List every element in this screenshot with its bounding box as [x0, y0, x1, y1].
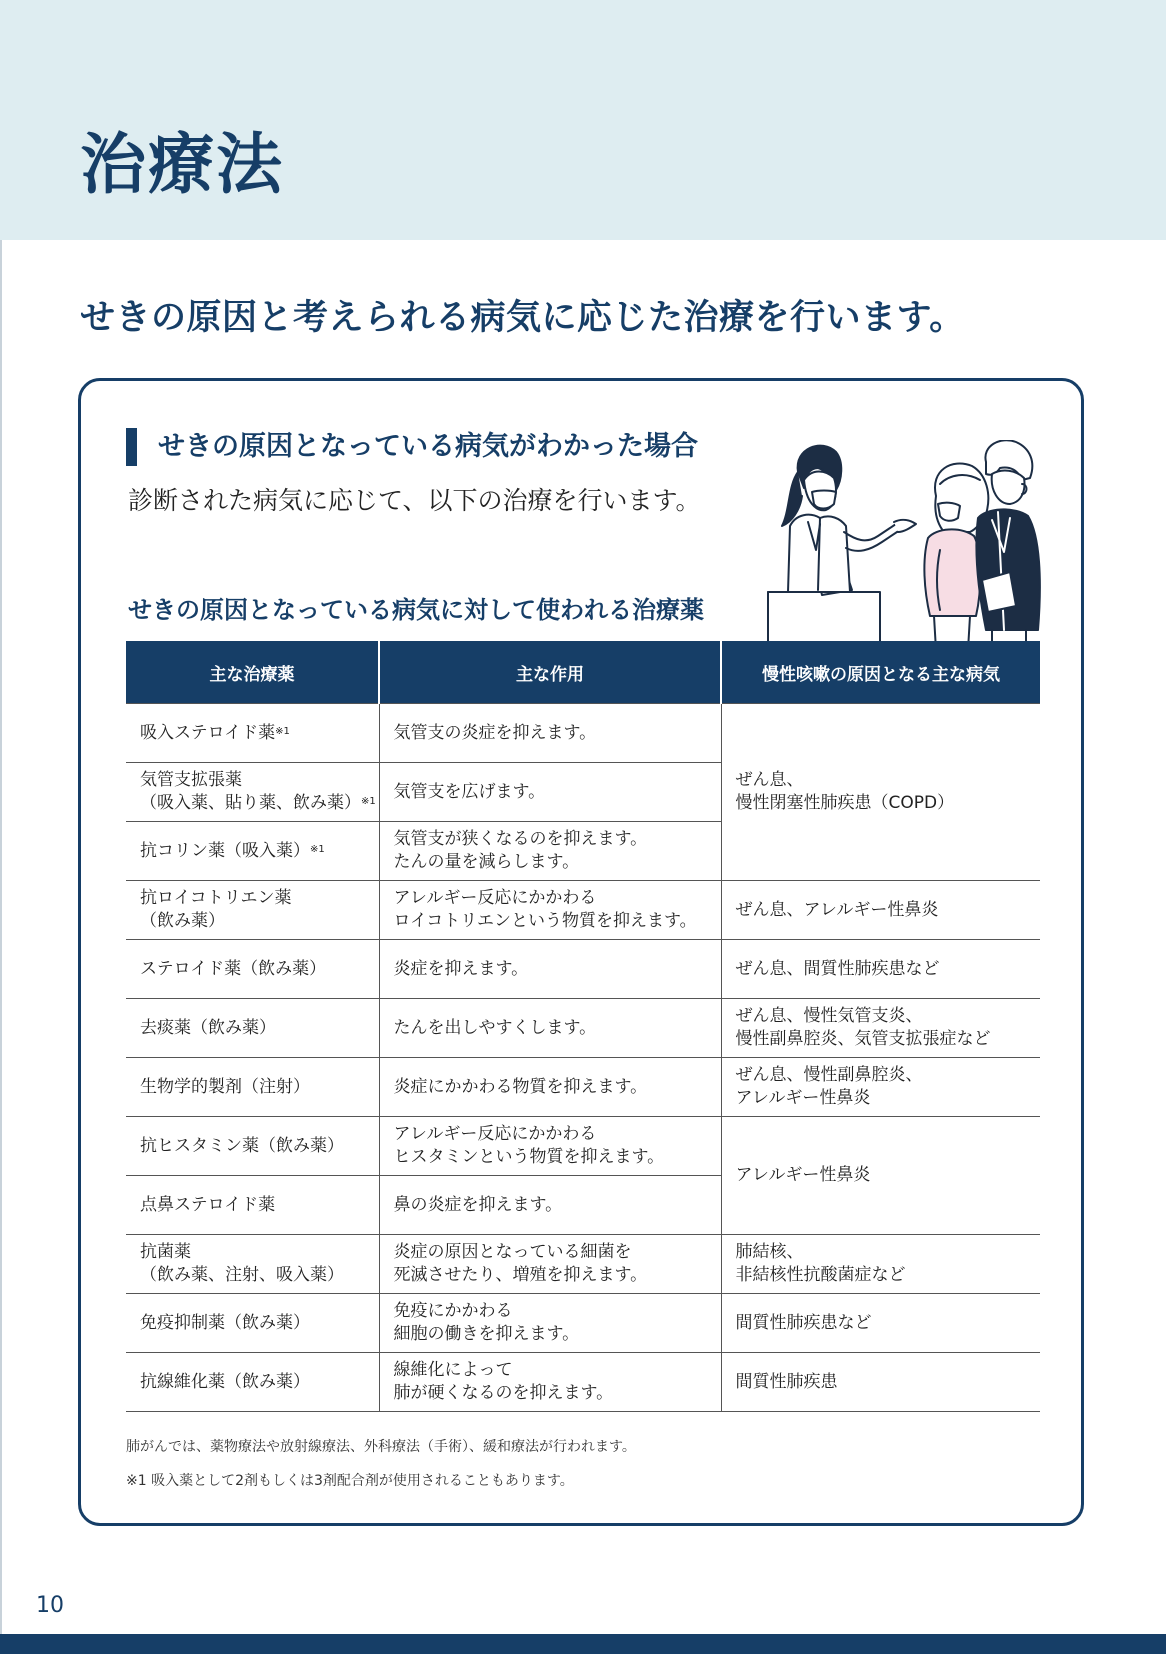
drug-name: 去痰薬（飲み薬） — [140, 1017, 276, 1038]
disease-cell — [721, 1058, 1040, 1117]
action-text: 線維化によって — [393, 1360, 513, 1380]
table-row — [126, 704, 1040, 763]
action-cell — [379, 881, 721, 940]
drug-cell — [126, 1117, 379, 1176]
action-cell — [379, 1353, 721, 1412]
disease-text: アレルギー性鼻炎 — [735, 1165, 871, 1185]
drug-name: 抗コリン薬（吸入薬） — [140, 840, 310, 861]
action-cell — [379, 822, 721, 881]
action-text: 死滅させたり、増殖を抑えます。 — [393, 1265, 648, 1285]
action-cell — [379, 1176, 721, 1235]
drug-name: 抗ロイコトリエン薬 — [140, 888, 292, 908]
drug-cell — [126, 940, 379, 999]
footnote-marker: ※1 — [361, 796, 376, 807]
drug-form: （飲み薬） — [140, 911, 225, 931]
drug-name: 吸入ステロイド薬 — [140, 722, 276, 743]
drug-name: 抗線維化薬（飲み薬） — [140, 1371, 310, 1392]
disease-text: 非結核性抗酸菌症など — [735, 1265, 906, 1285]
disease-cell — [721, 999, 1040, 1058]
footer-bar — [0, 1634, 1166, 1654]
disease-text: 慢性副鼻腔炎、気管支拡張症など — [735, 1029, 991, 1049]
disease-cell — [721, 881, 1040, 940]
disease-cell — [721, 940, 1040, 999]
footnote-combination: ※1 吸入薬として2剤もしくは3剤配合剤が使用されることもあります。 — [126, 1473, 574, 1489]
table-row — [126, 881, 1040, 940]
lead-text: せきの原因と考えられる病気に応じた治療を行います。 — [80, 298, 965, 338]
drug-cell — [126, 1176, 379, 1235]
section-marker — [126, 428, 137, 466]
disease-text: ぜん息、慢性副鼻腔炎、 — [735, 1065, 923, 1085]
header-disease: 慢性咳嗽の原因となる主な病気 — [721, 641, 1040, 704]
disease-text: ぜん息、 — [735, 770, 804, 790]
doctor-patients-illustration — [760, 440, 1050, 650]
action-text: アレルギー反応にかかわる — [393, 888, 597, 908]
drug-name: 気管支拡張薬 — [140, 770, 242, 790]
action-text: 炎症を抑えます。 — [393, 958, 529, 979]
disease-text: 間質性肺疾患など — [735, 1312, 872, 1333]
page-edge-divider — [0, 240, 2, 1640]
action-cell — [379, 704, 721, 763]
table-row — [126, 940, 1040, 999]
disease-cell — [721, 1353, 1040, 1412]
drug-name: 抗菌薬 — [140, 1242, 191, 1262]
disease-cell — [721, 1235, 1040, 1294]
page-number: 10 — [36, 1593, 64, 1618]
disease-cell — [721, 1117, 1040, 1235]
table-title: せきの原因となっている病気に対して使われる治療薬 — [128, 596, 704, 624]
disease-text: 間質性肺疾患 — [735, 1371, 838, 1392]
action-text: 気管支の炎症を抑えます。 — [393, 722, 597, 743]
action-text: 気管支を広げます。 — [393, 781, 546, 802]
action-text: 免疫にかかわる — [393, 1301, 513, 1321]
disease-text: ぜん息、慢性気管支炎、 — [735, 1006, 923, 1026]
drug-form: （飲み薬、注射、吸入薬） — [140, 1265, 344, 1285]
drug-cell — [126, 881, 379, 940]
table-row — [126, 1117, 1040, 1176]
action-text: 炎症の原因となっている細菌を — [393, 1242, 632, 1262]
drug-cell — [126, 763, 379, 822]
table-row — [126, 999, 1040, 1058]
action-text: 細胞の働きを抑えます。 — [393, 1324, 580, 1344]
treatment-table — [126, 641, 1040, 1412]
section-title: せきの原因となっている病気がわかった場合 — [158, 431, 698, 462]
action-cell — [379, 763, 721, 822]
drug-name: 点鼻ステロイド薬 — [140, 1194, 276, 1215]
header-action: 主な作用 — [379, 641, 721, 704]
action-cell — [379, 1117, 721, 1176]
disease-text: 肺結核、 — [735, 1242, 804, 1262]
drug-name: 抗ヒスタミン薬（飲み薬） — [140, 1135, 344, 1156]
disease-text: 慢性閉塞性肺疾患（COPD） — [735, 793, 955, 813]
table-row — [126, 1235, 1040, 1294]
drug-cell — [126, 1235, 379, 1294]
footnote-marker: ※1 — [275, 725, 290, 737]
drug-cell — [126, 1058, 379, 1117]
action-cell — [379, 1235, 721, 1294]
section-description: 診断された病気に応じて、以下の治療を行います。 — [128, 486, 701, 515]
action-text: ヒスタミンという物質を抑えます。 — [393, 1147, 665, 1167]
action-text: たんを出しやすくします。 — [393, 1017, 597, 1038]
drug-cell — [126, 999, 379, 1058]
table-row — [126, 1353, 1040, 1412]
action-text: 鼻の炎症を抑えます。 — [393, 1194, 563, 1215]
action-cell — [379, 1294, 721, 1353]
table-header-row — [126, 641, 1040, 704]
drug-cell — [126, 1294, 379, 1353]
drug-form: （吸入薬、貼り薬、飲み薬） — [140, 793, 361, 813]
action-cell — [379, 1058, 721, 1117]
action-text: ロイコトリエンという物質を抑えます。 — [393, 911, 697, 931]
action-cell — [379, 999, 721, 1058]
action-text: たんの量を減らします。 — [393, 852, 580, 872]
drug-name: ステロイド薬（飲み薬） — [140, 958, 327, 979]
disease-cell — [721, 1294, 1040, 1353]
page-title: 治療法 — [80, 126, 284, 203]
footnote-lung-cancer: 肺がんでは、薬物療法や放射線療法、外科療法（手術）、緩和療法が行われます。 — [126, 1439, 636, 1455]
drug-name: 免疫抑制薬（飲み薬） — [140, 1312, 310, 1333]
footnote-marker: ※1 — [310, 843, 325, 855]
drug-cell — [126, 1353, 379, 1412]
action-text: 気管支が狭くなるのを抑えます。 — [393, 829, 648, 849]
action-text: アレルギー反応にかかわる — [393, 1124, 597, 1144]
disease-cell — [721, 704, 1040, 881]
action-text: 炎症にかかわる物質を抑えます。 — [393, 1076, 648, 1097]
action-text: 肺が硬くなるのを抑えます。 — [393, 1383, 614, 1403]
disease-text: アレルギー性鼻炎 — [735, 1088, 871, 1108]
drug-cell — [126, 704, 379, 763]
disease-text: ぜん息、間質性肺疾患など — [735, 958, 940, 979]
disease-text: ぜん息、アレルギー性鼻炎 — [735, 899, 939, 920]
header-drug: 主な治療薬 — [126, 641, 379, 704]
drug-name: 生物学的製剤（注射） — [140, 1076, 310, 1097]
table-row — [126, 1294, 1040, 1353]
table-row — [126, 1058, 1040, 1117]
drug-cell — [126, 822, 379, 881]
action-cell — [379, 940, 721, 999]
